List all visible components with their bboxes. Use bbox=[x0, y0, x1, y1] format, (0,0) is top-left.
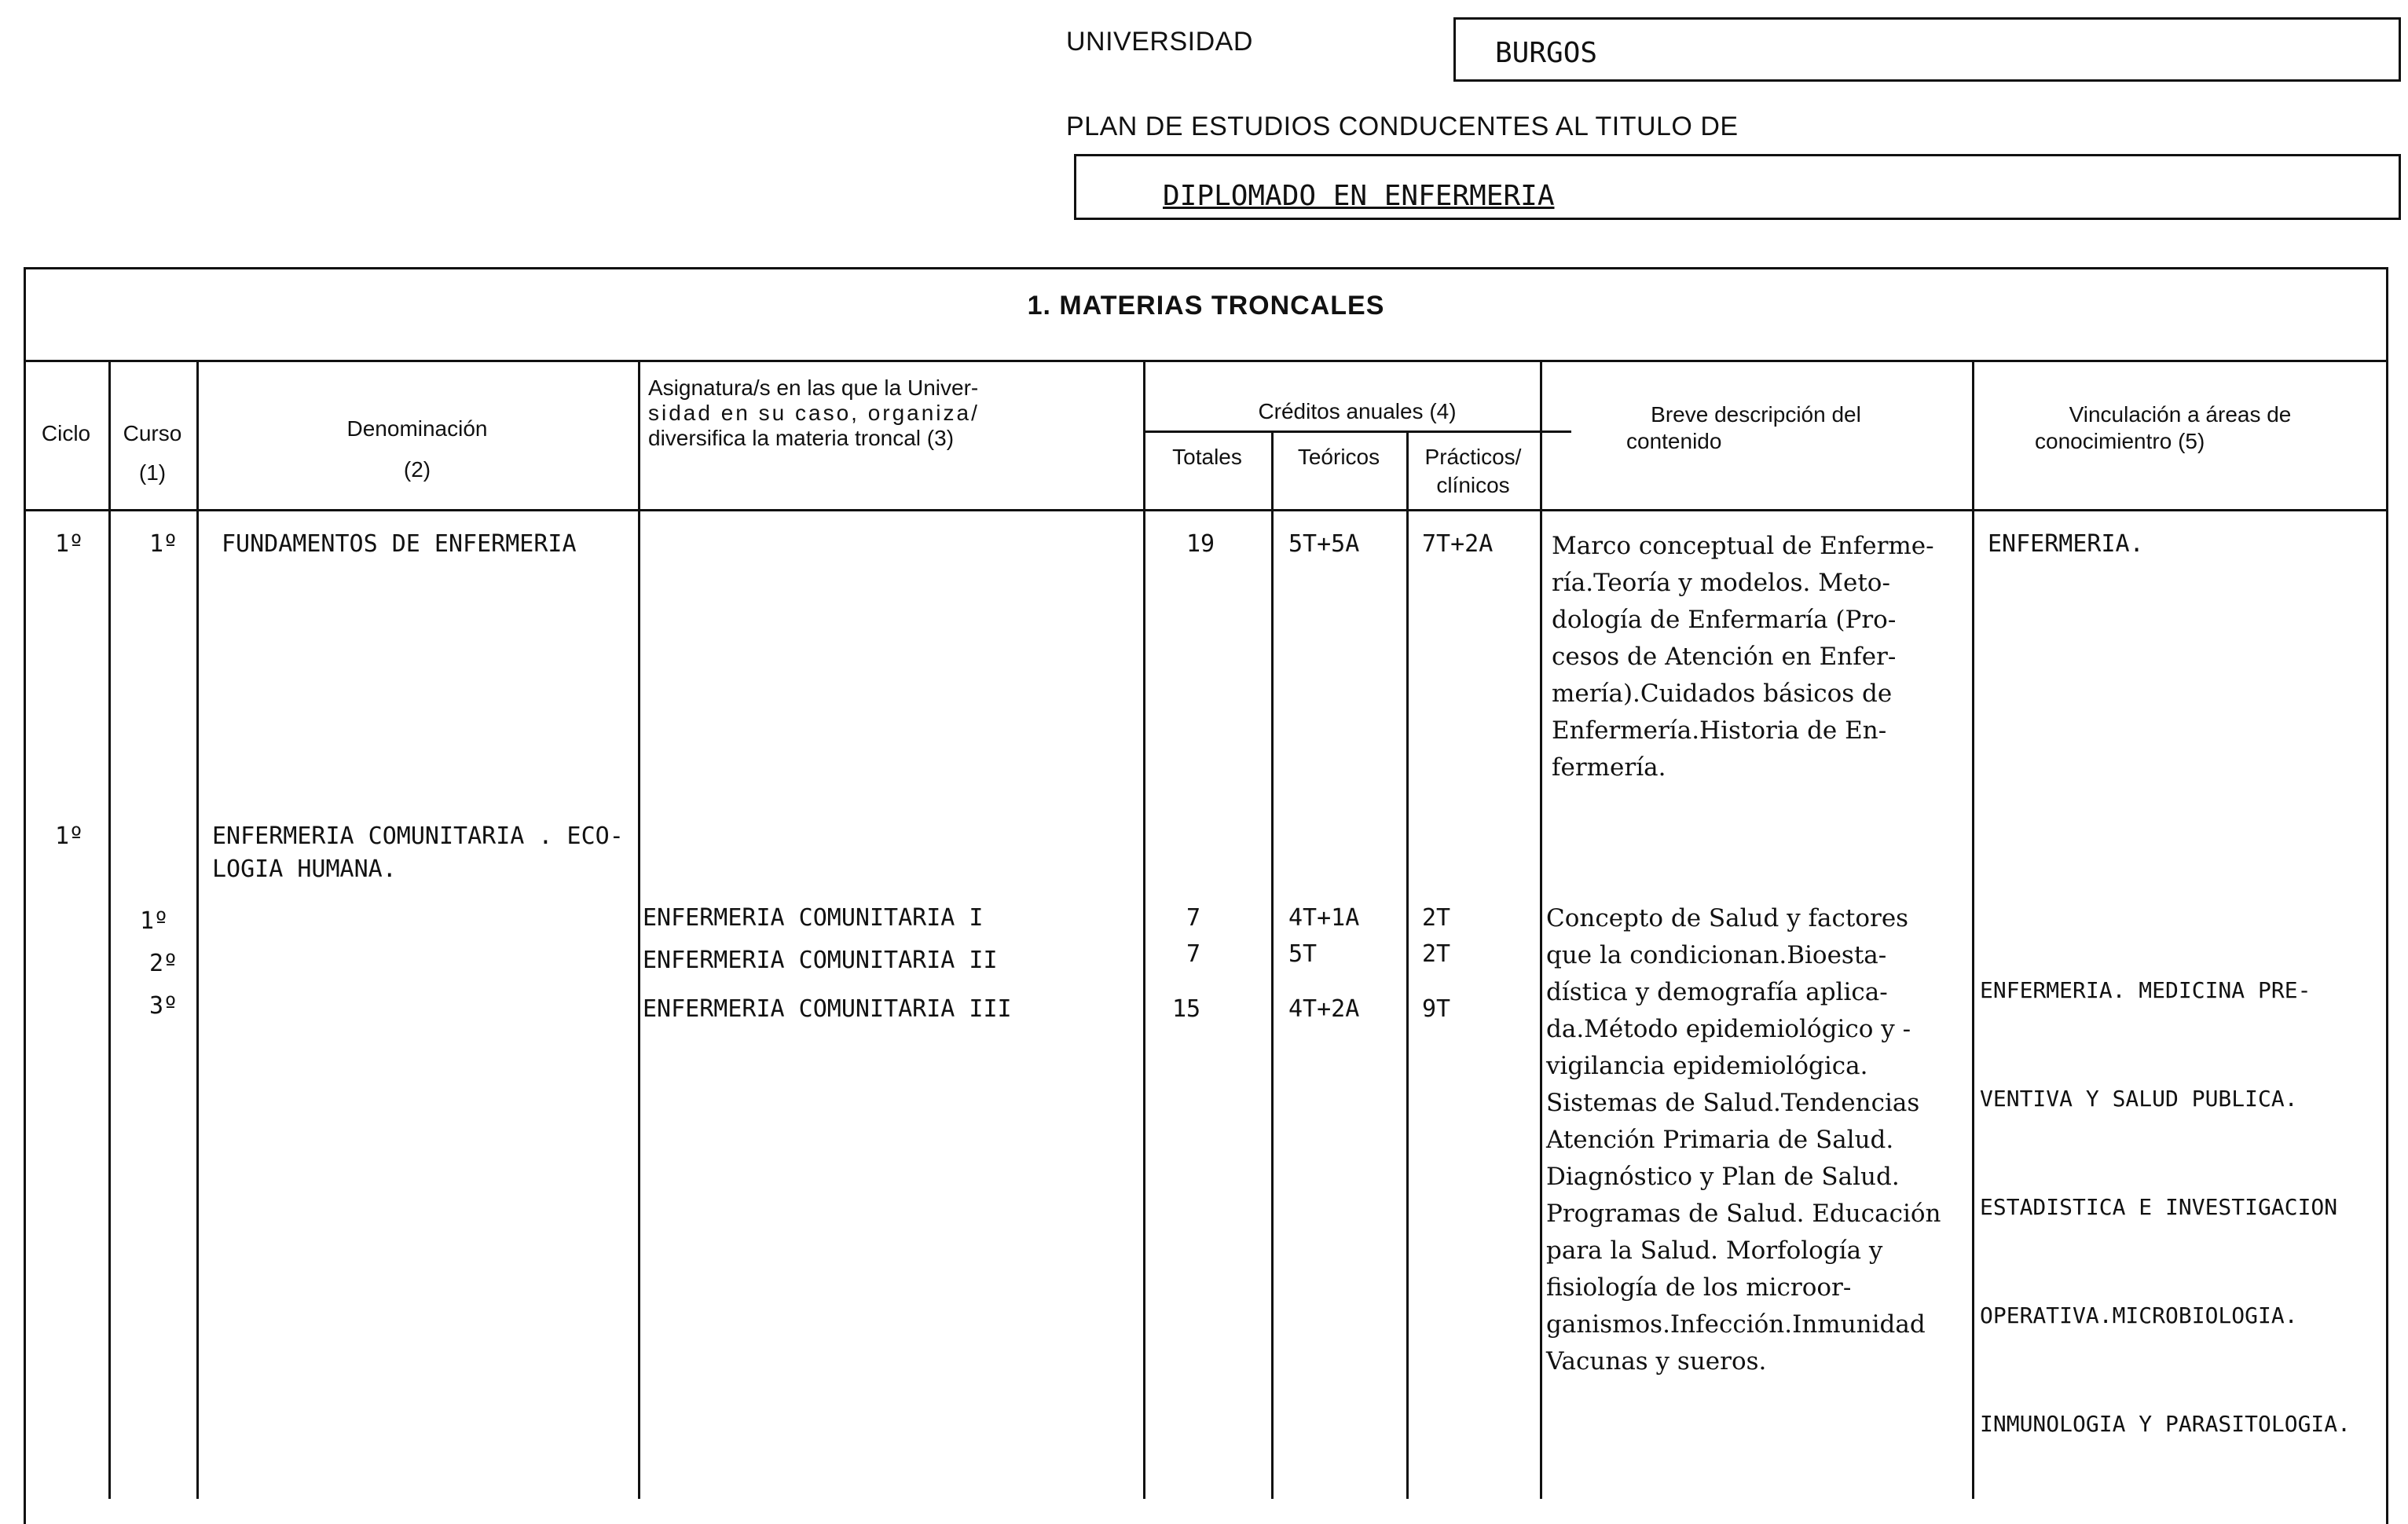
creditos-divider bbox=[1143, 430, 1571, 433]
header-ciclo: Ciclo bbox=[41, 421, 91, 445]
header-totales: Totales bbox=[1172, 445, 1242, 469]
row2-asignatura-3: ENFERMERIA COMUNITARIA III bbox=[643, 995, 1012, 1023]
row2-totales-2: 7 bbox=[1186, 940, 1201, 968]
title-divider bbox=[24, 360, 2388, 362]
row2-descripcion-line: Diagnóstico y Plan de Salud. bbox=[1546, 1163, 1900, 1191]
header-denominacion: Denominación bbox=[346, 416, 488, 441]
plan-label: PLAN DE ESTUDIOS CONDUCENTES AL TITULO DE bbox=[1066, 112, 1739, 141]
header-curso: Curso bbox=[123, 421, 182, 445]
row2-descripcion-line: Programas de Salud. Educación bbox=[1546, 1200, 1941, 1228]
header-asignatura-line-1: Asignatura/s en las que la Univer- bbox=[648, 376, 979, 400]
row1-descripcion-line: Enfermería.Historia de En- bbox=[1552, 716, 1887, 745]
titulo-value: DIPLOMADO EN ENFERMERIA bbox=[1163, 180, 1555, 212]
row2-practicos-2: 2T bbox=[1422, 940, 1451, 968]
materias-troncales-table bbox=[24, 267, 2388, 1493]
col-divider-curso bbox=[196, 360, 199, 1499]
header-vinculacion-line-1: Vinculación a áreas de bbox=[2069, 402, 2292, 427]
header-creditos: Créditos anuales (4) bbox=[1258, 399, 1457, 423]
row2-curso-3: 3º bbox=[149, 992, 178, 1020]
row2-vinculacion-line: ESTADISTICA E INVESTIGACION bbox=[1980, 1194, 2338, 1220]
header-asignatura-line-3: diversifica la materia troncal (3) bbox=[648, 426, 955, 450]
row1-descripcion-line: Marco conceptual de Enferme- bbox=[1552, 532, 1934, 560]
row2-descripcion bbox=[1546, 900, 1941, 1380]
header-divider bbox=[24, 509, 2388, 511]
row2-denominacion-line-1: ENFERMERIA COMUNITARIA . ECO- bbox=[212, 822, 624, 850]
row1-vinculacion: ENFERMERIA. bbox=[1988, 530, 2144, 558]
row2-curso-2: 2º bbox=[149, 950, 178, 977]
universidad-field bbox=[1453, 17, 2401, 82]
row1-teoricos: 5T+5A bbox=[1288, 530, 1360, 558]
row1-descripcion-line: ría.Teoría y modelos. Meto- bbox=[1552, 569, 1890, 597]
col-divider-ciclo bbox=[108, 360, 111, 1499]
header-practicos: Prácticos/ bbox=[1424, 445, 1522, 469]
row2-descripcion-line: para la Salud. Morfología y bbox=[1546, 1236, 1883, 1265]
row2-totales-1: 7 bbox=[1186, 904, 1201, 932]
row1-descripcion-line: mería).Cuidados básicos de bbox=[1552, 680, 1893, 708]
row2-descripcion-line: da.Método epidemiológico y - bbox=[1546, 1015, 1911, 1043]
col-divider-denominacion bbox=[638, 360, 640, 1499]
row1-practicos: 7T+2A bbox=[1422, 530, 1494, 558]
col-divider-practicos bbox=[1540, 360, 1542, 1499]
header-vinculacion-line-2: conocimientro (5) bbox=[2035, 429, 2205, 453]
header-curso-note: (1) bbox=[138, 460, 167, 485]
row2-teoricos-1: 4T+1A bbox=[1288, 904, 1360, 932]
row2-descripcion-line: que la condicionan.Bioesta- bbox=[1546, 941, 1887, 969]
col-divider-descripcion bbox=[1972, 360, 1974, 1499]
row2-descripcion-line: Atención Primaria de Salud. bbox=[1546, 1126, 1894, 1154]
row1-totales: 19 bbox=[1186, 530, 1215, 558]
row1-ciclo: 1º bbox=[55, 530, 84, 558]
row2-vinculacion-line: OPERATIVA.MICROBIOLOGIA. bbox=[1980, 1302, 2298, 1328]
row2-descripcion-line: Vacunas y sueros. bbox=[1546, 1347, 1767, 1376]
header-asignatura-line-2: sidad en su caso, organiza/ bbox=[648, 401, 980, 425]
universidad-label: UNIVERSIDAD bbox=[1066, 27, 1253, 57]
row2-denominacion-line-2: LOGIA HUMANA. bbox=[212, 855, 397, 883]
col-divider-asignatura bbox=[1143, 360, 1145, 1499]
row2-teoricos-2: 5T bbox=[1288, 940, 1318, 968]
row1-descripcion-line: cesos de Atención en Enfer- bbox=[1552, 643, 1897, 671]
col-divider-teoricos bbox=[1406, 430, 1409, 1499]
row1-descripcion bbox=[1552, 528, 1934, 786]
universidad-value: BURGOS bbox=[1495, 37, 1598, 69]
row2-descripcion-line: ganismos.Infección.Inmunidad bbox=[1546, 1310, 1926, 1339]
row2-descripcion-line: Sistemas de Salud.Tendencias bbox=[1546, 1089, 1920, 1117]
row2-descripcion-line: vigilancia epidemiológica. bbox=[1546, 1052, 1868, 1080]
header-teoricos: Teóricos bbox=[1297, 445, 1380, 469]
header-descripcion-line-1: Breve descripción del bbox=[1651, 402, 1861, 427]
row2-vinculacion-line: INMUNOLOGIA Y PARASITOLOGIA. bbox=[1980, 1411, 2351, 1437]
table-title: 1. MATERIAS TRONCALES bbox=[1027, 291, 1385, 321]
col-divider-totales bbox=[1271, 430, 1274, 1499]
row2-descripcion-line: dística y demografía aplica- bbox=[1546, 978, 1888, 1006]
row1-denominacion: FUNDAMENTOS DE ENFERMERIA bbox=[222, 530, 577, 558]
row2-descripcion-line: fisiología de los microor- bbox=[1546, 1273, 1852, 1302]
row2-practicos-3: 9T bbox=[1422, 995, 1451, 1023]
row2-curso-1: 1º bbox=[140, 907, 169, 935]
header-descripcion-line-2: contenido bbox=[1626, 429, 1722, 453]
row2-asignatura-1: ENFERMERIA COMUNITARIA I bbox=[643, 904, 984, 932]
row2-asignatura-2: ENFERMERIA COMUNITARIA II bbox=[643, 947, 998, 974]
row2-teoricos-3: 4T+2A bbox=[1288, 995, 1360, 1023]
titulo-field bbox=[1074, 154, 2401, 220]
row1-descripcion-line: dología de Enfermaría (Pro- bbox=[1552, 606, 1897, 634]
row2-vinculacion bbox=[1980, 900, 2351, 1515]
header-denominacion-note: (2) bbox=[403, 457, 431, 482]
row2-totales-3: 15 bbox=[1172, 995, 1201, 1023]
row2-ciclo: 1º bbox=[55, 822, 84, 850]
row2-vinculacion-line: ENFERMERIA. MEDICINA PRE- bbox=[1980, 977, 2311, 1003]
row2-descripcion-line: Concepto de Salud y factores bbox=[1546, 904, 1909, 932]
row2-practicos-1: 2T bbox=[1422, 904, 1451, 932]
row1-descripcion-line: fermería. bbox=[1552, 753, 1666, 782]
header-clinicos: clínicos bbox=[1436, 473, 1510, 497]
row1-curso: 1º bbox=[149, 530, 178, 558]
row2-vinculacion-line: VENTIVA Y SALUD PUBLICA. bbox=[1980, 1086, 2298, 1112]
